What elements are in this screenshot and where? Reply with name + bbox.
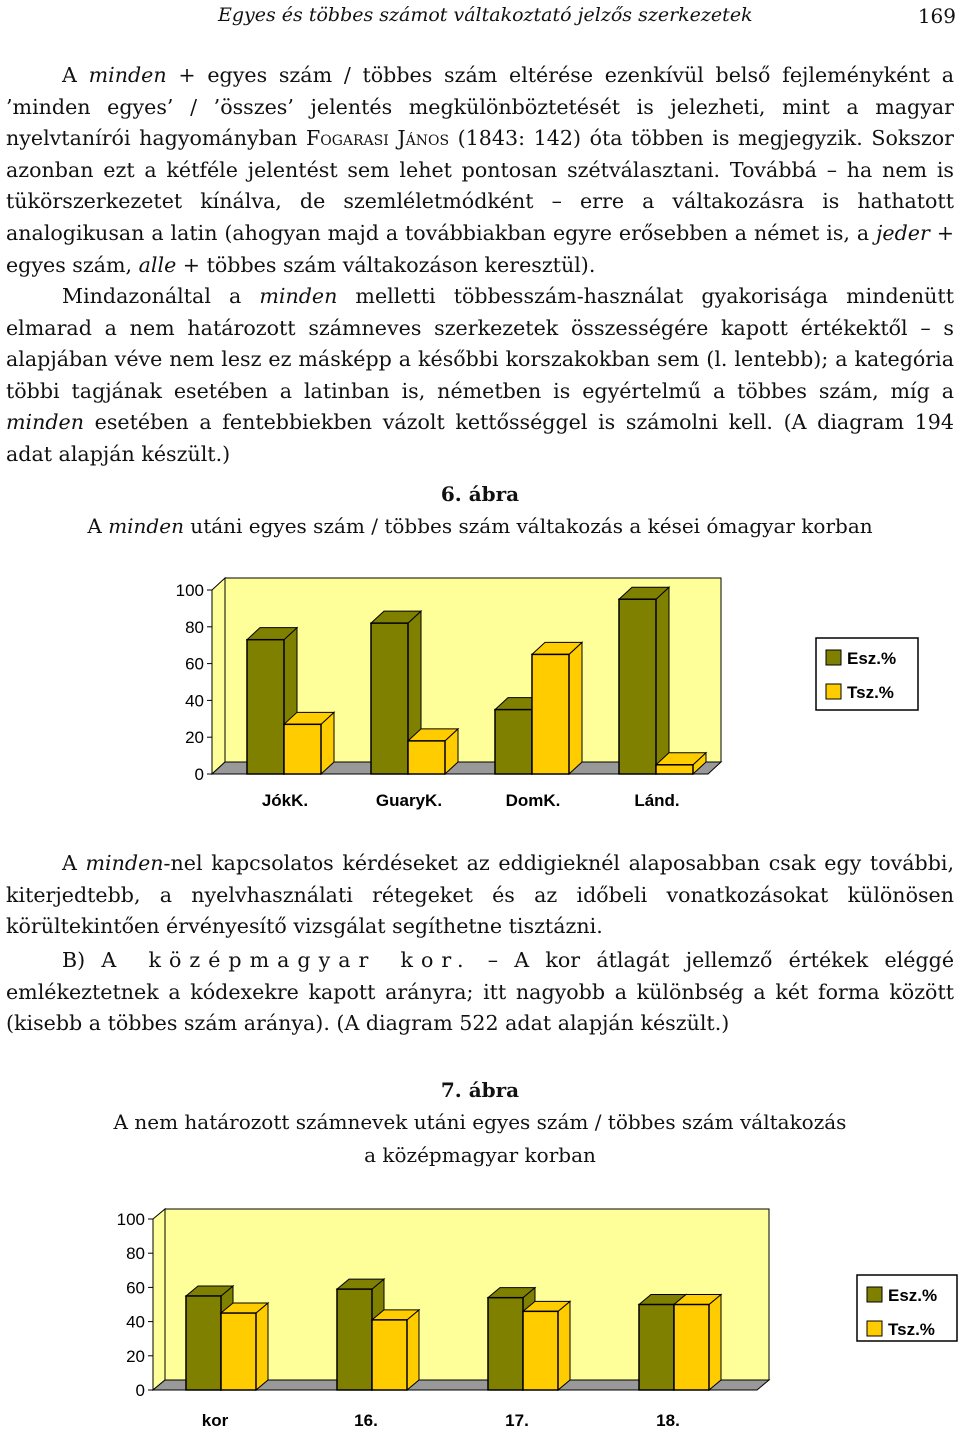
italic-term: jeder <box>876 220 930 245</box>
paragraph-2 <box>6 281 954 471</box>
running-title: Egyes és többes számot váltakoztató jelzős szerkezetek <box>218 4 753 26</box>
author-name: Fogarasi János <box>305 126 450 151</box>
text-run: B) <box>62 948 102 972</box>
category-label: GuaryK. <box>375 791 443 810</box>
bar-tsz <box>372 1320 407 1390</box>
bar-tsz <box>674 1305 709 1391</box>
text-run: + egyes szám / többes szám eltérése ezenkívül belső fejleményként a ’minden egyes’ / ’összes’ jelentés megkülönböztetését is jelezheti, mint a magyar nyelvtanírói hagyományban <box>6 63 954 151</box>
text-run: melletti többesszám-használat gyakorisága mindenütt elmarad a nem határozott számneves szerkezetek összességére kapott értékektől – s alapjában véve nem lesz ez másképp a későbbi korszakokban sem (l. lentebb); a kategória többi tagjának esetében a latinban is, németben is egyértelmű a többes szám, míg a <box>6 284 954 403</box>
figure-7-caption-line-2: a középmagyar korban <box>364 1143 596 1167</box>
category-label: Lánd. <box>634 791 680 810</box>
y-tick-label: 100 <box>116 1210 145 1229</box>
text-run: – A kor átlagát jellemző értékek eléggé emlékeztetnek a kódexekre kapott arányra; itt nagyobb a különbség a két forma között (kisebb a többes szám aránya). (A diagram 522 adat alapján készült.) <box>6 948 955 1036</box>
figure-7-chart <box>0 1195 960 1432</box>
bar-side <box>256 1303 268 1390</box>
text-run: utáni egyes szám / többes szám váltakozás a kései ómagyar korban <box>183 514 873 538</box>
bar-esz <box>186 1296 221 1390</box>
page-number: 169 <box>917 4 956 28</box>
text-run: Mindazonáltal a <box>62 284 260 308</box>
y-tick-label: 0 <box>194 765 204 784</box>
bar-esz <box>247 640 284 774</box>
bar-esz <box>619 599 656 774</box>
legend-swatch <box>867 1287 882 1302</box>
legend-label: Esz.% <box>847 649 897 668</box>
y-tick-label: 100 <box>175 581 204 600</box>
y-tick-label: 80 <box>126 1244 145 1264</box>
figure-7-caption-line-1: A nem határozott számnevek utáni egyes szám / többes szám váltakozás <box>113 1110 847 1134</box>
category-label: 17. <box>505 1411 529 1430</box>
y-tick-label: 60 <box>185 654 204 674</box>
bar-side <box>407 1310 419 1390</box>
bar-esz <box>639 1305 674 1391</box>
y-tick-label: 40 <box>185 691 204 711</box>
category-label: 16. <box>354 1411 378 1430</box>
bar-tsz <box>656 765 693 774</box>
figure-6-number: 6. ábra <box>440 482 520 506</box>
figure-6-chart <box>0 565 960 820</box>
italic-term: minden <box>6 410 85 435</box>
text-run: -nel kapcsolatos kérdéseket az eddigieknél alaposabban csak egy további, kiterjedtebb, a nyelvhasználati rétegeket és az időbeli vonatkozásokat különösen körültekintően érvényesítő vizsgálat segíthetne tisztázni. <box>6 851 955 939</box>
italic-term: alle <box>138 252 177 277</box>
legend-swatch <box>826 684 841 699</box>
y-tick-label: 20 <box>185 728 204 748</box>
section-heading: A középmagyar kor. <box>101 948 472 972</box>
italic-term: minden <box>88 63 167 87</box>
plot-side-wall <box>153 1209 165 1390</box>
italic-term: minden <box>259 284 338 308</box>
italic-term: minden <box>108 514 184 538</box>
text-run: A <box>87 514 109 538</box>
text-run: (1843: 142) óta többen is megjegyzik. Sokszor azonban ezt a kétféle jelentést sem lehet pontosan szétválasztani. Továbbá – ha nem is tükörszerkezetet kínálva, de szemléletmódként – erre a váltakozásra is hathatott analogikusan a latin (ahogyan majd a továbbiakban egyre erősebben a német is, a <box>6 126 954 245</box>
bar-tsz <box>284 724 321 774</box>
y-tick-label: 40 <box>126 1312 145 1332</box>
bar-side <box>656 587 669 774</box>
plot-side-wall <box>212 578 225 774</box>
legend-swatch <box>826 650 841 665</box>
y-tick-label: 20 <box>126 1346 145 1366</box>
figure-6-caption <box>0 510 960 543</box>
text-run: A <box>62 63 89 87</box>
text-run: esetében a fentebbiekben vázolt kettősséggel is számolni kell. (A diagram 194 adat alapján készült.) <box>6 410 954 466</box>
bar-tsz <box>523 1311 558 1390</box>
bar-side <box>709 1295 721 1391</box>
bar-esz <box>488 1298 523 1390</box>
category-label: JókK. <box>261 791 309 810</box>
text-run: A <box>62 851 86 875</box>
italic-term: minden <box>85 851 164 875</box>
bar-tsz <box>532 654 569 774</box>
paragraph-1 <box>6 60 954 281</box>
legend-swatch <box>867 1321 882 1336</box>
bar-esz <box>371 623 408 774</box>
running-head <box>0 4 960 28</box>
legend-label: Esz.% <box>888 1286 938 1305</box>
category-label: 18. <box>656 1411 680 1430</box>
bar-tsz <box>221 1313 256 1390</box>
bar-side <box>558 1301 570 1390</box>
y-tick-label: 0 <box>135 1381 145 1400</box>
legend-label: Tsz.% <box>888 1320 935 1339</box>
paragraph-3 <box>6 848 954 943</box>
y-tick-label: 60 <box>126 1278 145 1298</box>
text-run: + egyes szám, <box>6 220 954 277</box>
category-label: DomK. <box>505 791 561 810</box>
paragraph-4 <box>6 945 954 1040</box>
bar-esz <box>337 1289 372 1390</box>
legend-label: Tsz.% <box>847 683 894 702</box>
figure-7-number: 7. ábra <box>440 1078 520 1102</box>
y-tick-label: 80 <box>185 617 204 637</box>
bar-side <box>569 642 582 774</box>
bar-tsz <box>408 741 445 774</box>
text-run: + többes szám váltakozáson keresztül). <box>176 252 596 277</box>
bar-esz <box>495 710 532 774</box>
category-label: kor <box>201 1411 229 1430</box>
